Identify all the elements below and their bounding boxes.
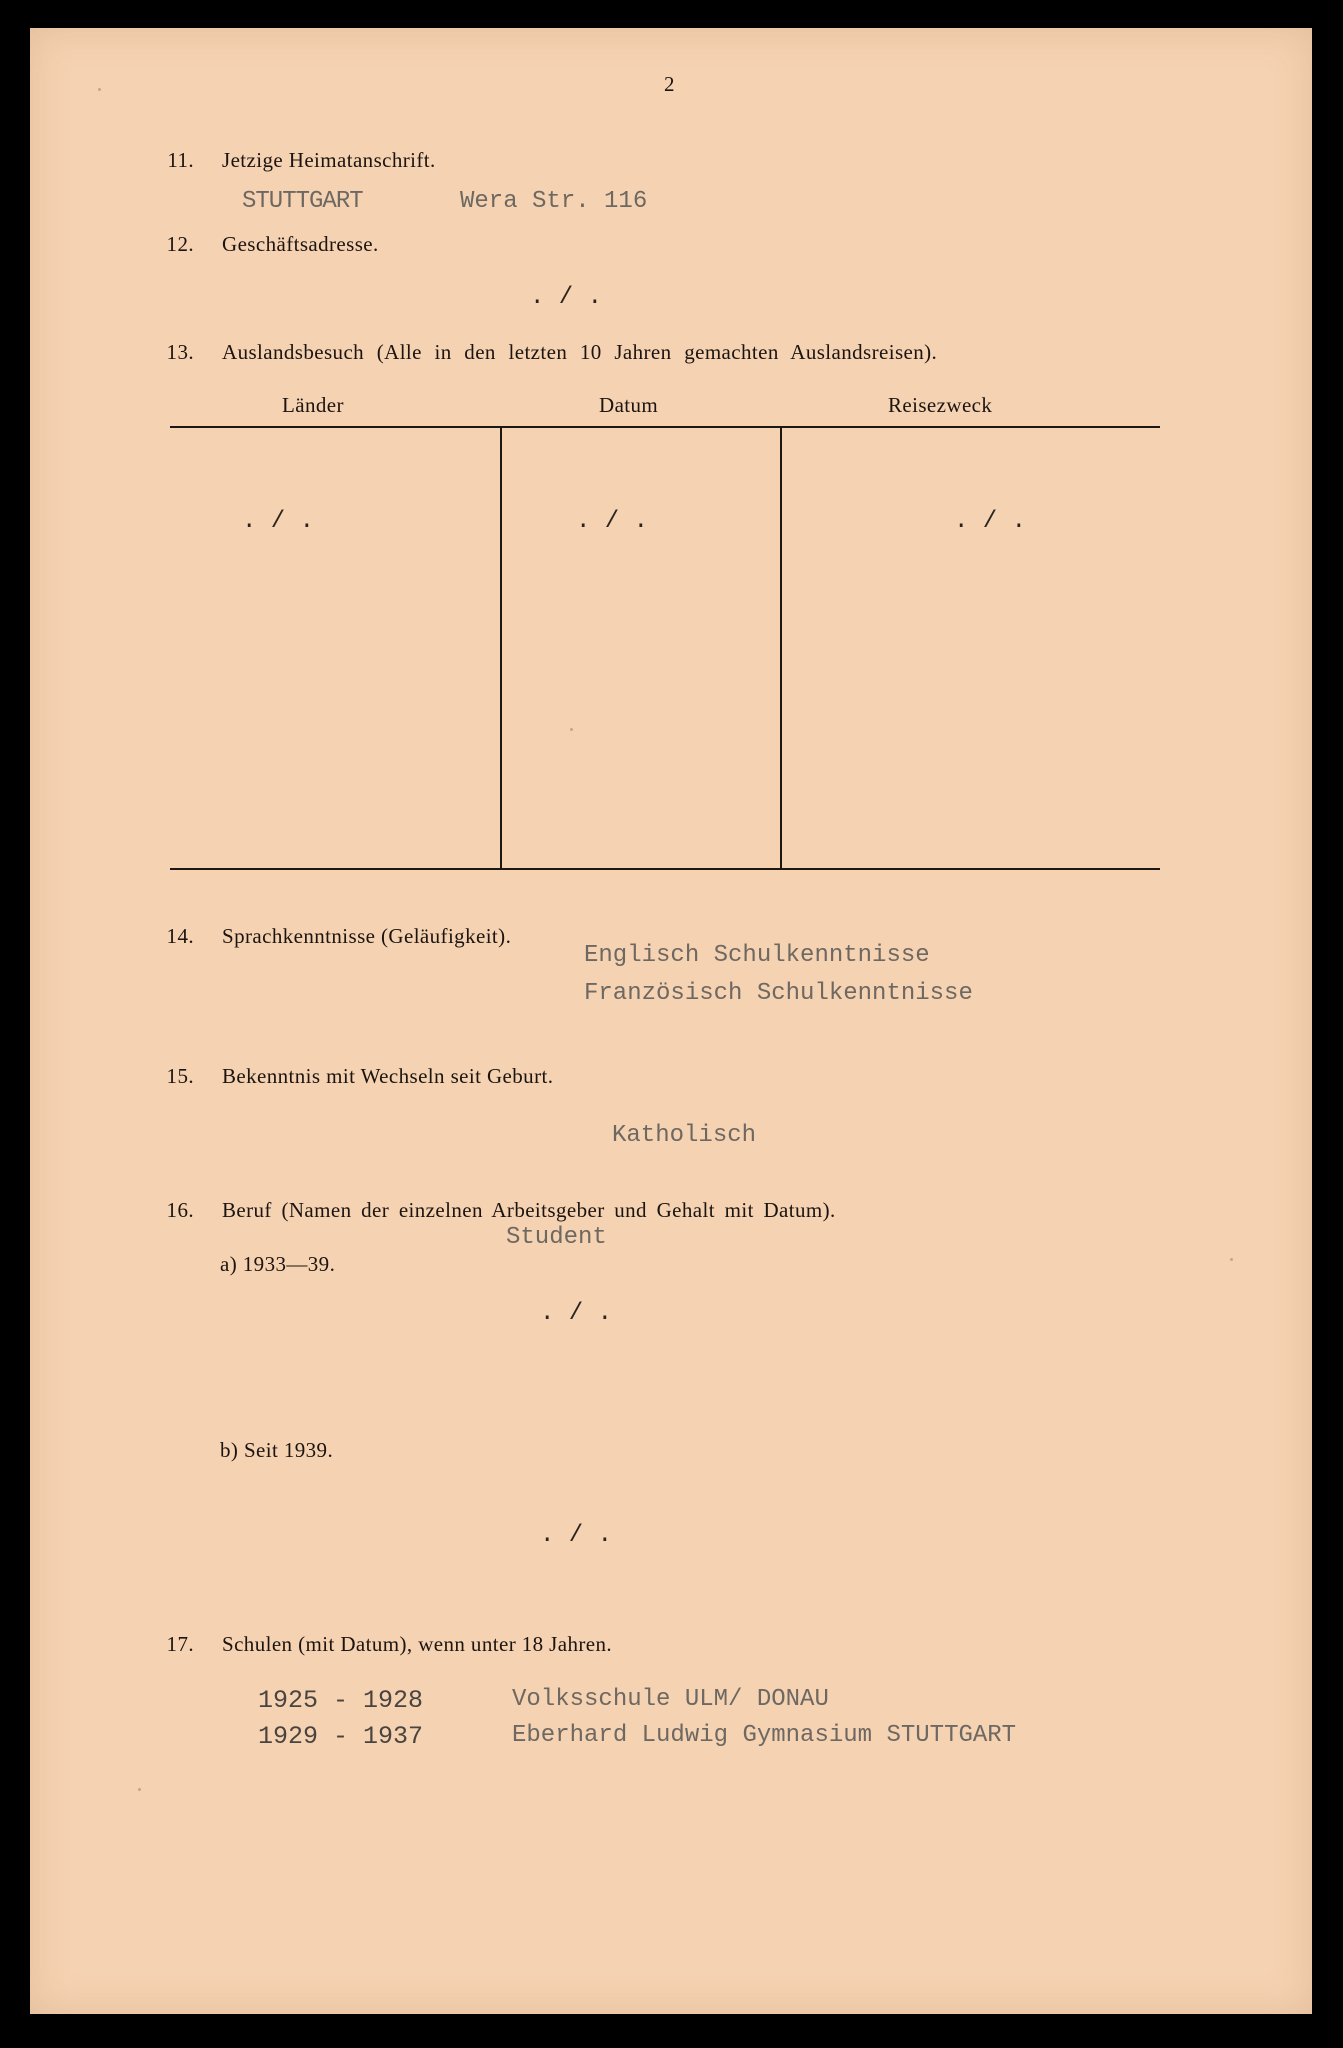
document-page xyxy=(30,28,1312,2014)
q13-header-datum: Datum xyxy=(599,393,659,417)
q17-label: Schulen (mit Datum), wenn unter 18 Jahren. xyxy=(222,1632,613,1656)
table-top-rule xyxy=(170,426,1160,428)
q11-number: 11. xyxy=(167,148,194,172)
paper-speck xyxy=(138,1788,141,1791)
q11-label: Jetzige Heimatanschrift. xyxy=(222,148,436,172)
q14-line-1: Englisch Schulkenntnisse xyxy=(584,942,930,969)
q16-label: Beruf (Namen der einzelnen Arbeitsgeber und Gehalt mit Datum). xyxy=(222,1198,836,1222)
q12-number: 12. xyxy=(166,232,194,256)
q15-value: Katholisch xyxy=(612,1122,757,1149)
q16-number: 16. xyxy=(166,1198,194,1222)
q11-street-value: Wera Str. 116 xyxy=(460,188,648,215)
table-column-divider-2 xyxy=(780,428,782,868)
q13-header-reisezweck: Reisezweck xyxy=(888,393,993,417)
paper-speck xyxy=(1230,1258,1233,1261)
q14-number: 14. xyxy=(166,924,194,948)
q17-row-1-years: 1925 - 1928 xyxy=(258,1686,424,1715)
q12-label: Geschäftsadresse. xyxy=(222,232,379,256)
q13-reisezweck-value: . / . xyxy=(954,508,1027,535)
paper-speck xyxy=(570,728,573,731)
paper-speck xyxy=(98,88,101,91)
q15-number: 15. xyxy=(166,1064,194,1088)
q13-number: 13. xyxy=(166,340,194,364)
table-column-divider-1 xyxy=(500,428,502,868)
q17-row-2-years: 1929 - 1937 xyxy=(258,1722,424,1751)
q17-number: 17. xyxy=(166,1632,194,1656)
q13-header-laender: Länder xyxy=(282,393,344,417)
q17-row-2-school: Eberhard Ludwig Gymnasium STUTTGART xyxy=(512,1722,1017,1749)
q14-label: Sprachkenntnisse (Geläufigkeit). xyxy=(222,924,512,948)
q13-datum-value: . / . xyxy=(576,508,649,535)
q13-label: Auslandsbesuch (Alle in den letzten 10 Jahren gemachten Auslandsreisen). xyxy=(222,340,938,364)
q16-a-value: . / . xyxy=(540,1300,613,1327)
q16-value: Student xyxy=(506,1224,607,1251)
q12-value: . / . xyxy=(530,284,603,311)
q16-a-label: a) 1933—39. xyxy=(220,1252,336,1276)
table-bottom-rule xyxy=(170,868,1160,870)
q11-city-value: STUTTGART xyxy=(242,188,363,215)
q15-label: Bekenntnis mit Wechseln seit Geburt. xyxy=(222,1064,554,1088)
q16-b-value: . / . xyxy=(540,1522,613,1549)
q13-laender-value: . / . xyxy=(242,508,315,535)
q16-b-label: b) Seit 1939. xyxy=(220,1438,334,1462)
page-number: 2 xyxy=(664,72,675,96)
q17-row-1-school: Volksschule ULM/ DONAU xyxy=(512,1686,829,1713)
q14-line-2: Französisch Schulkenntnisse xyxy=(584,980,973,1007)
